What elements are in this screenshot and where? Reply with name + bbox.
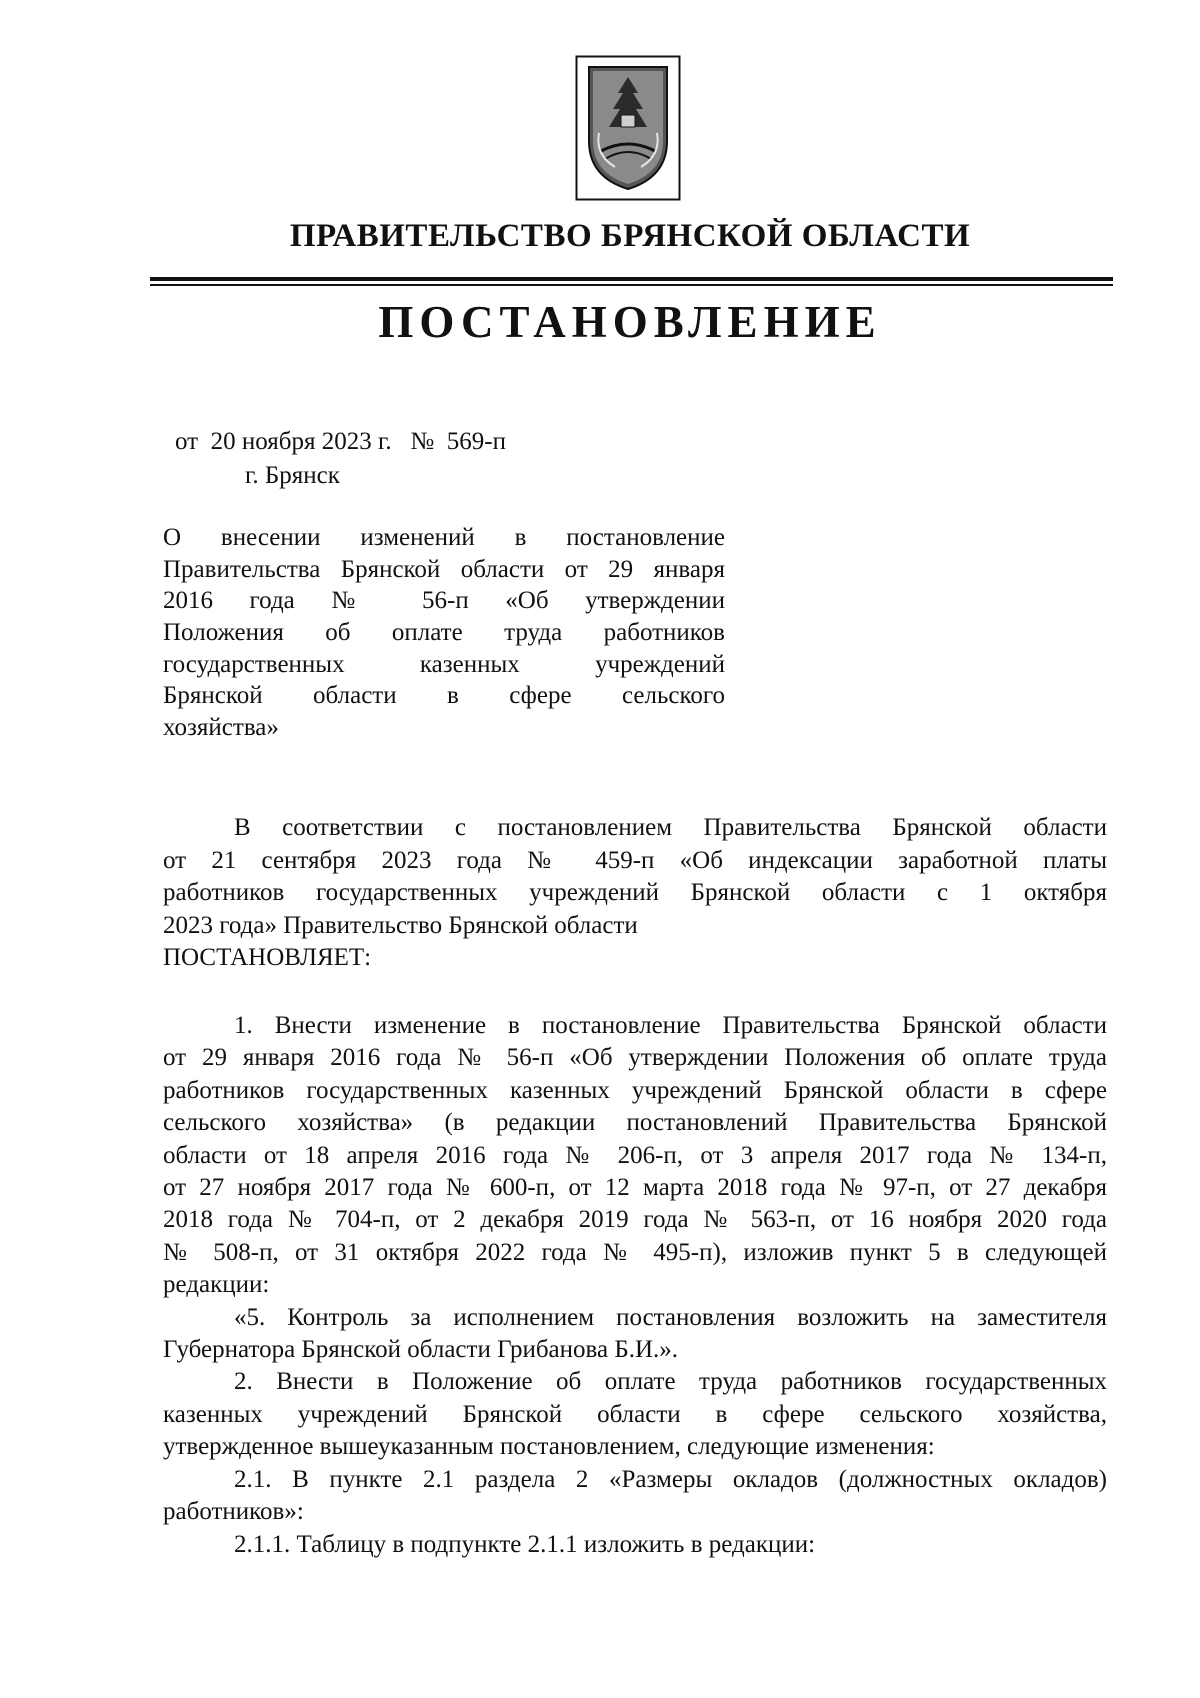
item-1-line: редакции: (163, 1271, 270, 1299)
preamble-line: работников государственных учреждений Брянской области с 1 октября (163, 879, 1107, 906)
from-label: от (175, 428, 199, 455)
item-2-1-line: 2.1. В пункте 2.1 раздела 2 «Размеры окладов (должностных окладов) (234, 1465, 1107, 1493)
subject-line: О внесении изменений в постановление (163, 524, 725, 551)
item-2-1-1-line: 2.1.1. Таблицу в подпункте 2.1.1 изложить в редакции: (234, 1530, 816, 1558)
subject-line: хозяйства» (163, 714, 279, 742)
coat-of-arms-emblem (575, 55, 681, 201)
subject-line: 2016 года № 56-п «Об утверждении (163, 587, 725, 615)
preamble-line: 2023 года» Правительство Брянской области (163, 911, 638, 939)
item-1-line: от 27 ноября 2017 года № 600-п, от 12 марта 2018 года № 97-п, от 27 декабря (163, 1174, 1107, 1202)
document-date: 20 ноября 2023 г. (210, 428, 392, 455)
organization-title: ПРАВИТЕЛЬСТВО БРЯНСКОЙ ОБЛАСТИ (289, 218, 971, 254)
document-number: 569-п (446, 428, 506, 455)
item-1-line: 2018 года № 704-п, от 2 декабря 2019 года № 563-п, от 16 ноября 2020 года (163, 1206, 1107, 1234)
item-1-line: сельского хозяйства» (в редакции постановлений Правительства Брянской (163, 1109, 1107, 1137)
item-1-line: области от 18 апреля 2016 года № 206-п, от 3 апреля 2017 года № 134-п, (163, 1141, 1107, 1169)
number-sign: № (410, 428, 435, 455)
item-1-quote-line: «5. Контроль за исполнением постановления возложить на заместителя (234, 1303, 1107, 1331)
document-subject (163, 522, 725, 744)
item-2-line: казенных учреждений Брянской области в сфере сельского хозяйства, (163, 1400, 1107, 1428)
subject-line: Правительства Брянской области от 29 января (163, 555, 725, 583)
issue-city: г. Брянск (245, 462, 340, 489)
preamble-line: от 21 сентября 2023 года № 459-п «Об индексации заработной платы (163, 846, 1107, 874)
item-2-line: утвержденное вышеуказанным постановлением, следующие изменения: (163, 1433, 935, 1461)
item-1-quote-line: Губернатора Брянской области Грибанова Б.И.». (163, 1336, 679, 1364)
item-1-line: 1. Внести изменение в постановление Правительства Брянской области (234, 1012, 1107, 1039)
resolves-heading: ПОСТАНОВЛЯЕТ: (163, 944, 372, 971)
item-1-paragraph (163, 1010, 1107, 1561)
header-divider-thin (150, 284, 1113, 286)
subject-line: государственных казенных учреждений (163, 650, 725, 678)
item-2-1-line: работников»: (163, 1498, 304, 1526)
item-1-line: № 508-п, от 31 октября 2022 года № 495-п), изложив пункт 5 в следующей (163, 1238, 1107, 1266)
preamble-line: В соответствии с постановлением Правительства Брянской области (234, 814, 1107, 841)
item-1-line: от 29 января 2016 года № 56-п «Об утверждении Положения об оплате труда (163, 1044, 1107, 1072)
subject-line: Брянской области в сфере сельского (163, 682, 725, 710)
header-divider-thick (150, 277, 1113, 281)
preamble-paragraph (163, 812, 1107, 975)
document-type-title: ПОСТАНОВЛЕНИЕ (378, 297, 882, 347)
item-2-line: 2. Внести в Положение об оплате труда работников государственных (234, 1368, 1107, 1396)
item-1-line: работников государственных казенных учреждений Брянской области в сфере (163, 1076, 1107, 1104)
date-number-line (175, 428, 506, 456)
subject-line: Положения об оплате труда работников (163, 619, 725, 647)
